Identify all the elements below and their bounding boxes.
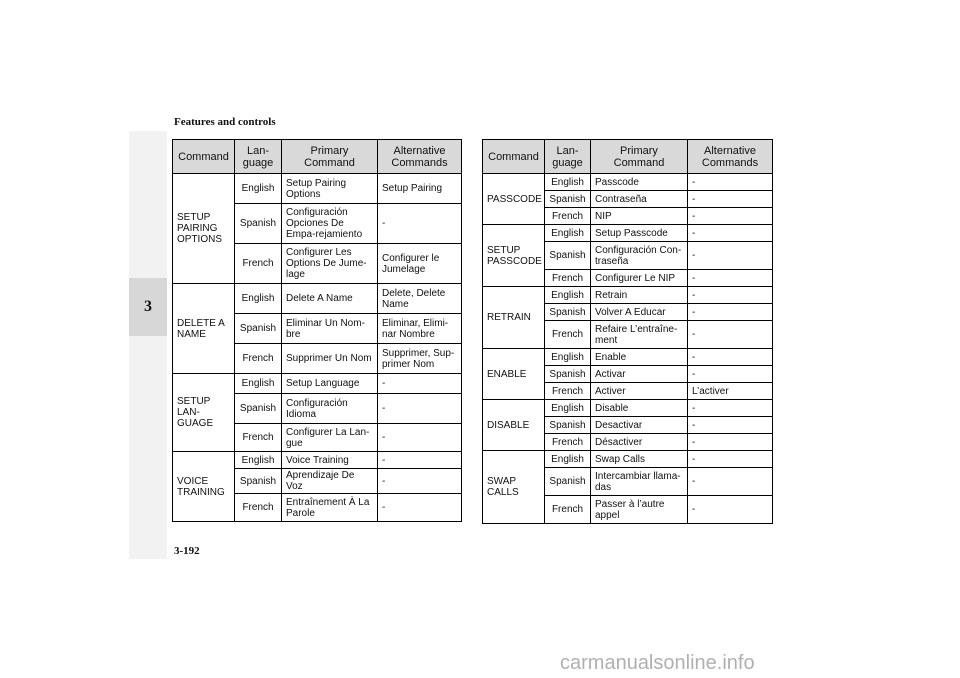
alternative-command-cell: -: [378, 452, 462, 469]
table-body: [173, 174, 462, 522]
primary-command-cell: Entraînement À La Parole: [282, 494, 378, 522]
primary-command-cell: Setup Pairing Options: [282, 174, 378, 204]
language-cell: Spanish: [235, 204, 282, 244]
alternative-command-cell: -: [688, 468, 773, 496]
command-cell: SETUP PASSCODE: [483, 225, 545, 287]
alternative-command-cell: -: [378, 469, 462, 494]
alternative-command-cell: -: [688, 174, 773, 191]
alternative-command-cell: -: [378, 424, 462, 452]
command-cell: DELETE A NAME: [173, 284, 235, 374]
table-row: [173, 452, 462, 469]
language-cell: English: [545, 287, 591, 304]
primary-command-cell: Intercambiar llama-das: [591, 468, 688, 496]
language-cell: English: [235, 284, 282, 314]
table-row: [483, 451, 773, 468]
header-primary-command: Primary Command: [282, 140, 378, 174]
alternative-command-cell: -: [688, 242, 773, 270]
table-body: [483, 174, 773, 524]
alternative-command-cell: -: [378, 204, 462, 244]
table-row: [483, 174, 773, 191]
command-cell: PASSCODE: [483, 174, 545, 225]
language-cell: English: [545, 225, 591, 242]
primary-command-cell: Configuración Opciones De Empa-rejamiento: [282, 204, 378, 244]
table-row: [173, 374, 462, 394]
primary-command-cell: Configurer Les Options De Jume-lage: [282, 244, 378, 284]
primary-command-cell: Configurer Le NIP: [591, 270, 688, 287]
language-cell: French: [545, 496, 591, 524]
header-command: Command: [483, 140, 545, 174]
primary-command-cell: Configuración Idioma: [282, 394, 378, 424]
alternative-command-cell: -: [688, 225, 773, 242]
language-cell: Spanish: [545, 304, 591, 321]
primary-command-cell: Activar: [591, 366, 688, 383]
voice-commands-table-left: [172, 139, 462, 522]
alternative-command-cell: -: [378, 394, 462, 424]
alternative-command-cell: -: [688, 496, 773, 524]
language-cell: French: [545, 208, 591, 225]
alternative-command-cell: -: [688, 417, 773, 434]
table-row: [173, 174, 462, 204]
alternative-command-cell: Supprimer, Sup-primer Nom: [378, 344, 462, 374]
command-cell: SWAP CALLS: [483, 451, 545, 524]
language-cell: French: [545, 270, 591, 287]
language-cell: Spanish: [545, 417, 591, 434]
primary-command-cell: Désactiver: [591, 434, 688, 451]
alternative-command-cell: -: [688, 349, 773, 366]
primary-command-cell: Supprimer Un Nom: [282, 344, 378, 374]
primary-command-cell: Setup Language: [282, 374, 378, 394]
alternative-command-cell: -: [378, 374, 462, 394]
language-cell: French: [235, 244, 282, 284]
primary-command-cell: Disable: [591, 400, 688, 417]
alternative-command-cell: L’activer: [688, 383, 773, 400]
primary-command-cell: Refaire L’entraîne-ment: [591, 321, 688, 349]
header-alternative-commands: Alternative Commands: [378, 140, 462, 174]
language-cell: English: [545, 174, 591, 191]
command-cell: SETUP LAN-GUAGE: [173, 374, 235, 452]
command-cell: VOICE TRAINING: [173, 452, 235, 522]
alternative-command-cell: Setup Pairing: [378, 174, 462, 204]
watermark: carmanualsonline.info: [560, 652, 755, 674]
alternative-command-cell: -: [688, 451, 773, 468]
header-primary-command: Primary Command: [591, 140, 688, 174]
primary-command-cell: Eliminar Un Nom-bre: [282, 314, 378, 344]
command-cell: SETUP PAIRING OPTIONS: [173, 174, 235, 284]
language-cell: Spanish: [235, 314, 282, 344]
alternative-command-cell: -: [688, 366, 773, 383]
language-cell: French: [235, 344, 282, 374]
language-cell: Spanish: [235, 469, 282, 494]
alternative-command-cell: -: [688, 304, 773, 321]
primary-command-cell: Passer à l’autre appel: [591, 496, 688, 524]
primary-command-cell: Configuración Con-traseña: [591, 242, 688, 270]
primary-command-cell: Passcode: [591, 174, 688, 191]
alternative-command-cell: Eliminar, Elimi-nar Nombre: [378, 314, 462, 344]
primary-command-cell: Configurer La Lan-gue: [282, 424, 378, 452]
language-cell: English: [235, 174, 282, 204]
primary-command-cell: Contraseña: [591, 191, 688, 208]
alternative-command-cell: Delete, Delete Name: [378, 284, 462, 314]
chapter-tab: 3: [129, 278, 167, 336]
primary-command-cell: Voice Training: [282, 452, 378, 469]
header-command: Command: [173, 140, 235, 174]
primary-command-cell: NIP: [591, 208, 688, 225]
language-cell: French: [235, 424, 282, 452]
language-cell: English: [235, 374, 282, 394]
primary-command-cell: Activer: [591, 383, 688, 400]
alternative-command-cell: -: [688, 191, 773, 208]
language-cell: French: [545, 434, 591, 451]
primary-command-cell: Desactivar: [591, 417, 688, 434]
page-title: Features and controls: [174, 116, 276, 128]
table-row: [173, 284, 462, 314]
header-language: Lan- guage: [545, 140, 591, 174]
language-cell: French: [545, 321, 591, 349]
language-cell: English: [235, 452, 282, 469]
alternative-command-cell: -: [688, 270, 773, 287]
alternative-command-cell: -: [688, 400, 773, 417]
alternative-command-cell: -: [378, 494, 462, 522]
command-cell: ENABLE: [483, 349, 545, 400]
table-row: [483, 400, 773, 417]
table-row: [483, 287, 773, 304]
table-row: [483, 349, 773, 366]
language-cell: Spanish: [545, 191, 591, 208]
language-cell: Spanish: [235, 394, 282, 424]
language-cell: English: [545, 349, 591, 366]
language-cell: French: [235, 494, 282, 522]
header-alternative-commands: Alternative Commands: [688, 140, 773, 174]
language-cell: English: [545, 451, 591, 468]
primary-command-cell: Enable: [591, 349, 688, 366]
alternative-command-cell: -: [688, 208, 773, 225]
table-row: [483, 225, 773, 242]
primary-command-cell: Retrain: [591, 287, 688, 304]
language-cell: English: [545, 400, 591, 417]
primary-command-cell: Swap Calls: [591, 451, 688, 468]
primary-command-cell: Volver A Educar: [591, 304, 688, 321]
language-cell: French: [545, 383, 591, 400]
language-cell: Spanish: [545, 242, 591, 270]
alternative-command-cell: Configurer le Jumelage: [378, 244, 462, 284]
alternative-command-cell: -: [688, 321, 773, 349]
alternative-command-cell: -: [688, 434, 773, 451]
alternative-command-cell: -: [688, 287, 773, 304]
chapter-sidebar: [129, 131, 167, 559]
primary-command-cell: Setup Passcode: [591, 225, 688, 242]
primary-command-cell: Aprendizaje De Voz: [282, 469, 378, 494]
page-number: 3-192: [174, 545, 200, 557]
command-cell: DISABLE: [483, 400, 545, 451]
language-cell: Spanish: [545, 468, 591, 496]
primary-command-cell: Delete A Name: [282, 284, 378, 314]
command-cell: RETRAIN: [483, 287, 545, 349]
voice-commands-table-right: [482, 139, 773, 524]
language-cell: Spanish: [545, 366, 591, 383]
header-language: Lan- guage: [235, 140, 282, 174]
